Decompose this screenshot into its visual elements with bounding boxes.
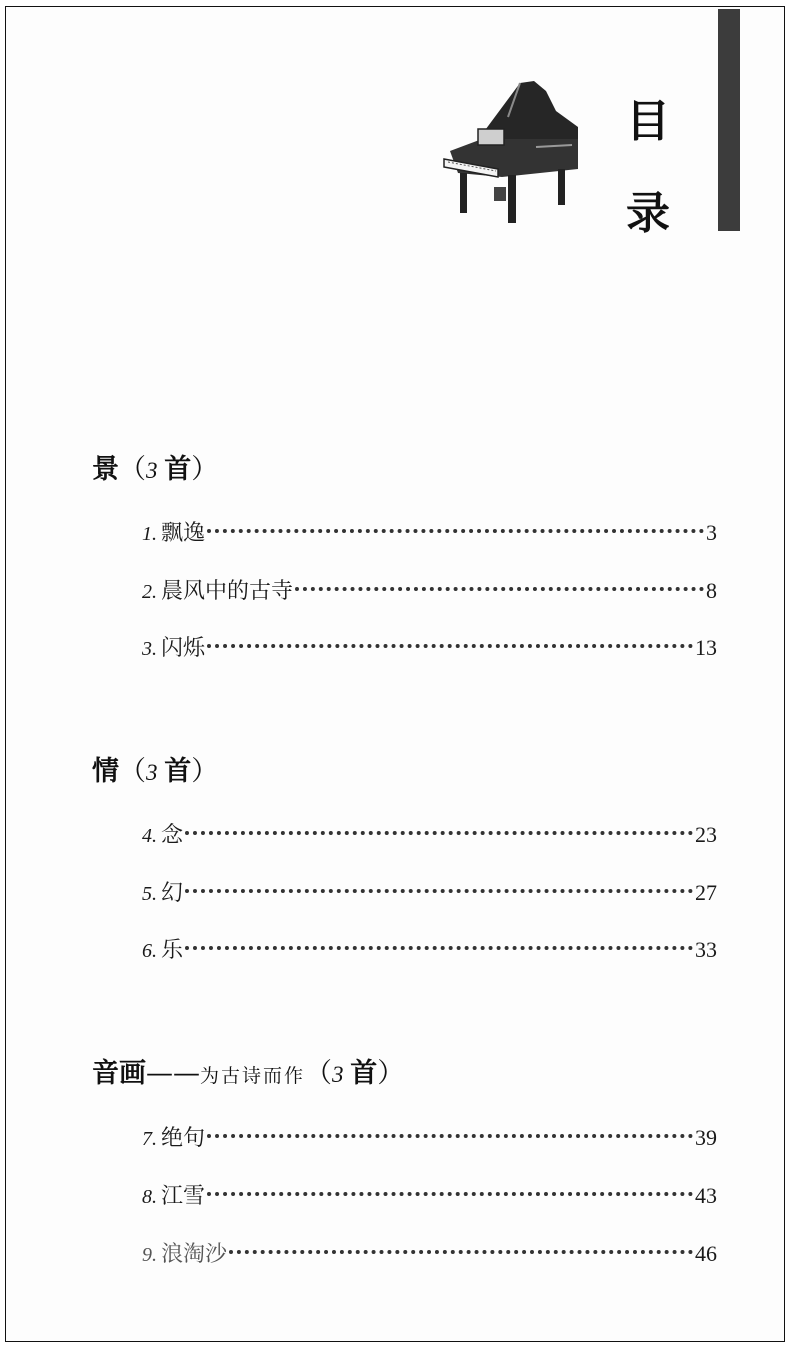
dot-leader [207, 529, 704, 533]
section-heading: 音画——为古诗而作（3 首） [92, 1058, 405, 1089]
entry-title: 念 [161, 823, 184, 848]
entry-number: 2. [142, 581, 157, 603]
entry-title: 幻 [161, 881, 184, 906]
entry-title: 浪淘沙 [161, 1242, 228, 1267]
entry-page: 43 [695, 1183, 717, 1208]
entry-page: 3 [706, 520, 717, 545]
toc-entry[interactable] [142, 933, 717, 964]
dot-leader [185, 889, 693, 893]
entry-title: 乐 [161, 938, 184, 963]
toc-entry[interactable] [142, 818, 717, 849]
section-name: 情 [92, 756, 119, 787]
section-heading: 情（3 首） [92, 756, 219, 787]
entry-title: 绝句 [161, 1126, 206, 1151]
dot-leader [185, 831, 693, 835]
entry-page: 13 [695, 635, 717, 660]
dot-leader [295, 587, 704, 591]
dot-leader [207, 644, 693, 648]
section-name: 音画 [92, 1058, 146, 1089]
entry-title: 飘逸 [161, 521, 206, 546]
entry-number: 7. [142, 1128, 157, 1150]
toc-entry[interactable] [142, 574, 717, 605]
entry-page: 8 [706, 578, 717, 603]
entry-page: 33 [695, 937, 717, 962]
entry-title: 晨风中的古寺 [161, 579, 294, 604]
dot-leader [207, 1192, 693, 1196]
dot-leader [185, 946, 693, 950]
entry-title: 闪烁 [161, 636, 206, 661]
entry-title: 江雪 [161, 1184, 206, 1209]
dot-leader [229, 1250, 693, 1254]
toc-title-char-1: 目 [626, 96, 670, 147]
toc-page [5, 6, 785, 1342]
entry-page: 46 [695, 1241, 717, 1266]
toc-entry[interactable] [142, 1121, 717, 1152]
side-bar-decoration [718, 9, 740, 231]
dot-leader [207, 1134, 693, 1138]
section-name: 景 [92, 454, 119, 485]
entry-page: 23 [695, 822, 717, 847]
entry-number: 3. [142, 638, 157, 660]
section-dash: —— [146, 1058, 200, 1089]
toc-entry[interactable] [142, 631, 717, 662]
entry-number: 6. [142, 940, 157, 962]
entry-page: 39 [695, 1125, 717, 1150]
toc-title-char-2: 录 [626, 188, 670, 239]
entry-number: 4. [142, 825, 157, 847]
entry-number: 8. [142, 1186, 157, 1208]
toc-entry[interactable] [142, 1237, 717, 1268]
entry-number: 5. [142, 883, 157, 905]
entry-number: 9. [142, 1244, 157, 1266]
section-heading: 景（3 首） [92, 454, 219, 485]
grand-piano-icon [438, 77, 582, 227]
entry-number: 1. [142, 523, 157, 545]
toc-entry[interactable] [142, 1179, 717, 1210]
toc-entry[interactable] [142, 876, 717, 907]
entry-page: 27 [695, 880, 717, 905]
toc-entry[interactable] [142, 516, 717, 547]
section-subtitle: 为古诗而作 [200, 1065, 306, 1087]
